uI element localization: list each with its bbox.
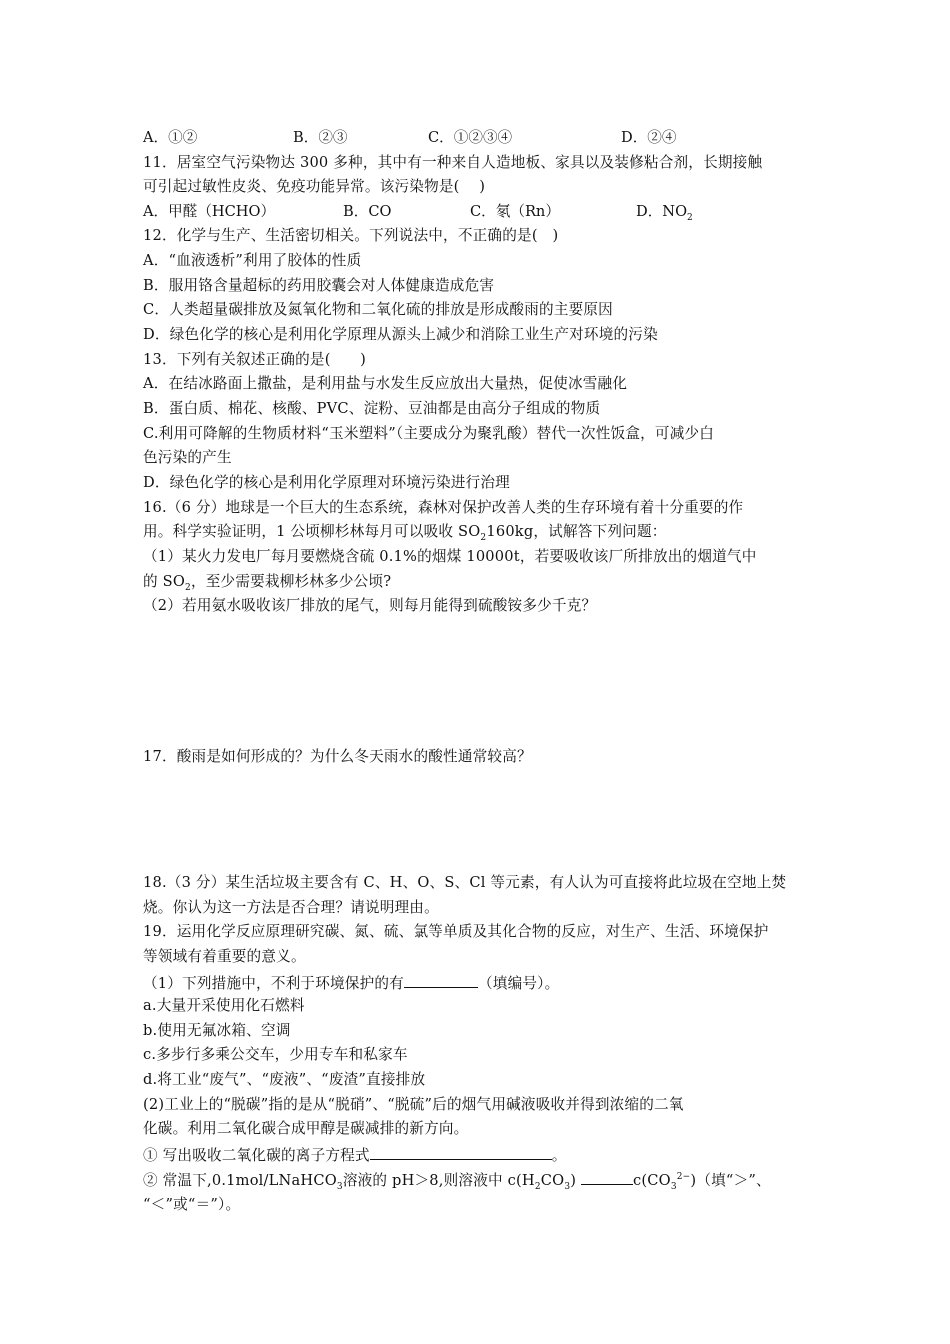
q19-option-a: a.大量开采使用化石燃料 bbox=[143, 997, 305, 1014]
q19-stem-line1: 19．运用化学反应原理研究碳、氮、硫、氯等单质及其化合物的反应，对生产、生活、环境保护 bbox=[143, 923, 769, 940]
q13-option-d: D．绿色化学的核心是利用化学原理对环境污染进行治理 bbox=[143, 474, 510, 491]
q12-option-d: D．绿色化学的核心是利用化学原理从源头上减少和消除工业生产对环境的污染 bbox=[143, 326, 658, 343]
q18-stem-line2: 烧。你认为这一方法是否合理？请说明理由。 bbox=[143, 899, 439, 916]
q19-part2-sub2: ② 常温下,0.1mol/LNaHCO$_3$溶液的 pH＞8,则溶液中 $c(H_2CO_3)$ $c(CO_3^{2-})$（填“＞”、 bbox=[143, 1169, 771, 1191]
q19-part2-sub2-line2: “＜”或“＝”）。 bbox=[143, 1196, 241, 1213]
q13-stem: 13．下列有关叙述正确的是( ) bbox=[143, 351, 367, 368]
q10-option-c: C．①②③④ bbox=[428, 129, 513, 146]
q11-stem-line1: 11．居室空气污染物达 300 多种，其中有一种来自人造地板、家具以及装修粘合剂，长期接触 bbox=[143, 154, 763, 171]
q19-option-d: d.将工业“废气”、“废液”、“废渣”直接排放 bbox=[143, 1071, 426, 1088]
q12-option-b: B．服用铬含量超标的药用胶囊会对人体健康造成危害 bbox=[143, 277, 495, 294]
q13-option-a: A．在结冰路面上撒盐，是利用盐与水发生反应放出大量热，促使冰雪融化 bbox=[143, 375, 628, 392]
q16-part1-line2: 的 $SO_2$，至少需要栽柳杉林多少公顷? bbox=[143, 573, 392, 593]
q19-part2-line1: (2)工业上的“脱碳”指的是从“脱硝”、“脱硫”后的烟气用碱液吸收并得到浓缩的二氧 bbox=[143, 1096, 684, 1113]
q13-option-c-line1: C.利用可降解的生物质材料“玉米塑料”（主要成分为聚乳酸）替代一次性饭盒，可减少白 bbox=[143, 425, 715, 442]
q12-option-c: C．人类超量碳排放及氮氧化物和二氧化硫的排放是形成酸雨的主要原因 bbox=[143, 301, 613, 318]
q16-part1-line1: （1）某火力发电厂每月要燃烧含硫 0.1%的烟煤 10000t，若要吸收该厂所排放出的烟道气中 bbox=[143, 548, 757, 565]
q19-comparison-blank[interactable] bbox=[581, 1169, 633, 1185]
q16-part2: （2）若用氨水吸收该厂排放的尾气，则每月能得到硫酸铵多少千克？ bbox=[143, 597, 597, 614]
q17-stem: 17．酸雨是如何形成的？为什么冬天雨水的酸性通常较高？ bbox=[143, 748, 532, 765]
q19-ionic-equation-blank[interactable] bbox=[370, 1144, 552, 1160]
q13-option-c-line2: 色污染的产生 bbox=[143, 449, 232, 466]
q19-option-c: c.多步行多乘公交车，少用专车和私家车 bbox=[143, 1046, 408, 1063]
q12-option-a: A．“血液透析”利用了胶体的性质 bbox=[143, 252, 362, 269]
q19-part2-line2: 化碳。利用二氧化碳合成甲醇是碳减排的新方向。 bbox=[143, 1120, 469, 1137]
q10-option-d: D．②④ bbox=[621, 129, 677, 146]
q11-option-c: C．氡（Rn） bbox=[470, 203, 560, 220]
q19-part1-answer-blank[interactable] bbox=[404, 972, 478, 988]
q10-option-a: A．①② bbox=[143, 129, 198, 146]
q19-option-b: b.使用无氟冰箱、空调 bbox=[143, 1022, 291, 1039]
q11-option-a: A．甲醛（HCHO） bbox=[143, 203, 276, 220]
q11-stem-line2: 可引起过敏性皮炎、免疫功能异常。该污染物是( ) bbox=[143, 178, 486, 195]
q13-option-b: B．蛋白质、棉花、核酸、PVC、淀粉、豆油都是由高分子组成的物质 bbox=[143, 400, 601, 417]
q19-part1: （1）下列措施中，不利于环境保护的有 （填编号）。 bbox=[143, 972, 559, 994]
q16-stem-line1: 16.（6 分）地球是一个巨大的生态系统，森林对保护改善人类的生存环境有着十分重要的作 bbox=[143, 499, 744, 516]
q18-stem-line1: 18.（3 分）某生活垃圾主要含有 C、H、O、S、Cl 等元素，有人认为可直接将此垃圾在空地上焚 bbox=[143, 874, 787, 891]
q19-part2-sub1: ① 写出吸收二氧化碳的离子方程式 。 bbox=[143, 1144, 567, 1166]
q12-stem: 12．化学与生产、生活密切相关。下列说法中，不正确的是( ) bbox=[143, 227, 559, 244]
q19-stem-line2: 等领域有着重要的意义。 bbox=[143, 948, 306, 965]
q10-option-b: B．②③ bbox=[293, 129, 348, 146]
q11-option-b: B．CO bbox=[343, 203, 392, 220]
q11-option-d: D．$NO_2$ bbox=[636, 203, 693, 223]
q16-stem-line2: 用。科学实验证明，1 公顷柳杉林每月可以吸收 $SO_2160kg$，试解答下列问题： bbox=[143, 523, 667, 543]
